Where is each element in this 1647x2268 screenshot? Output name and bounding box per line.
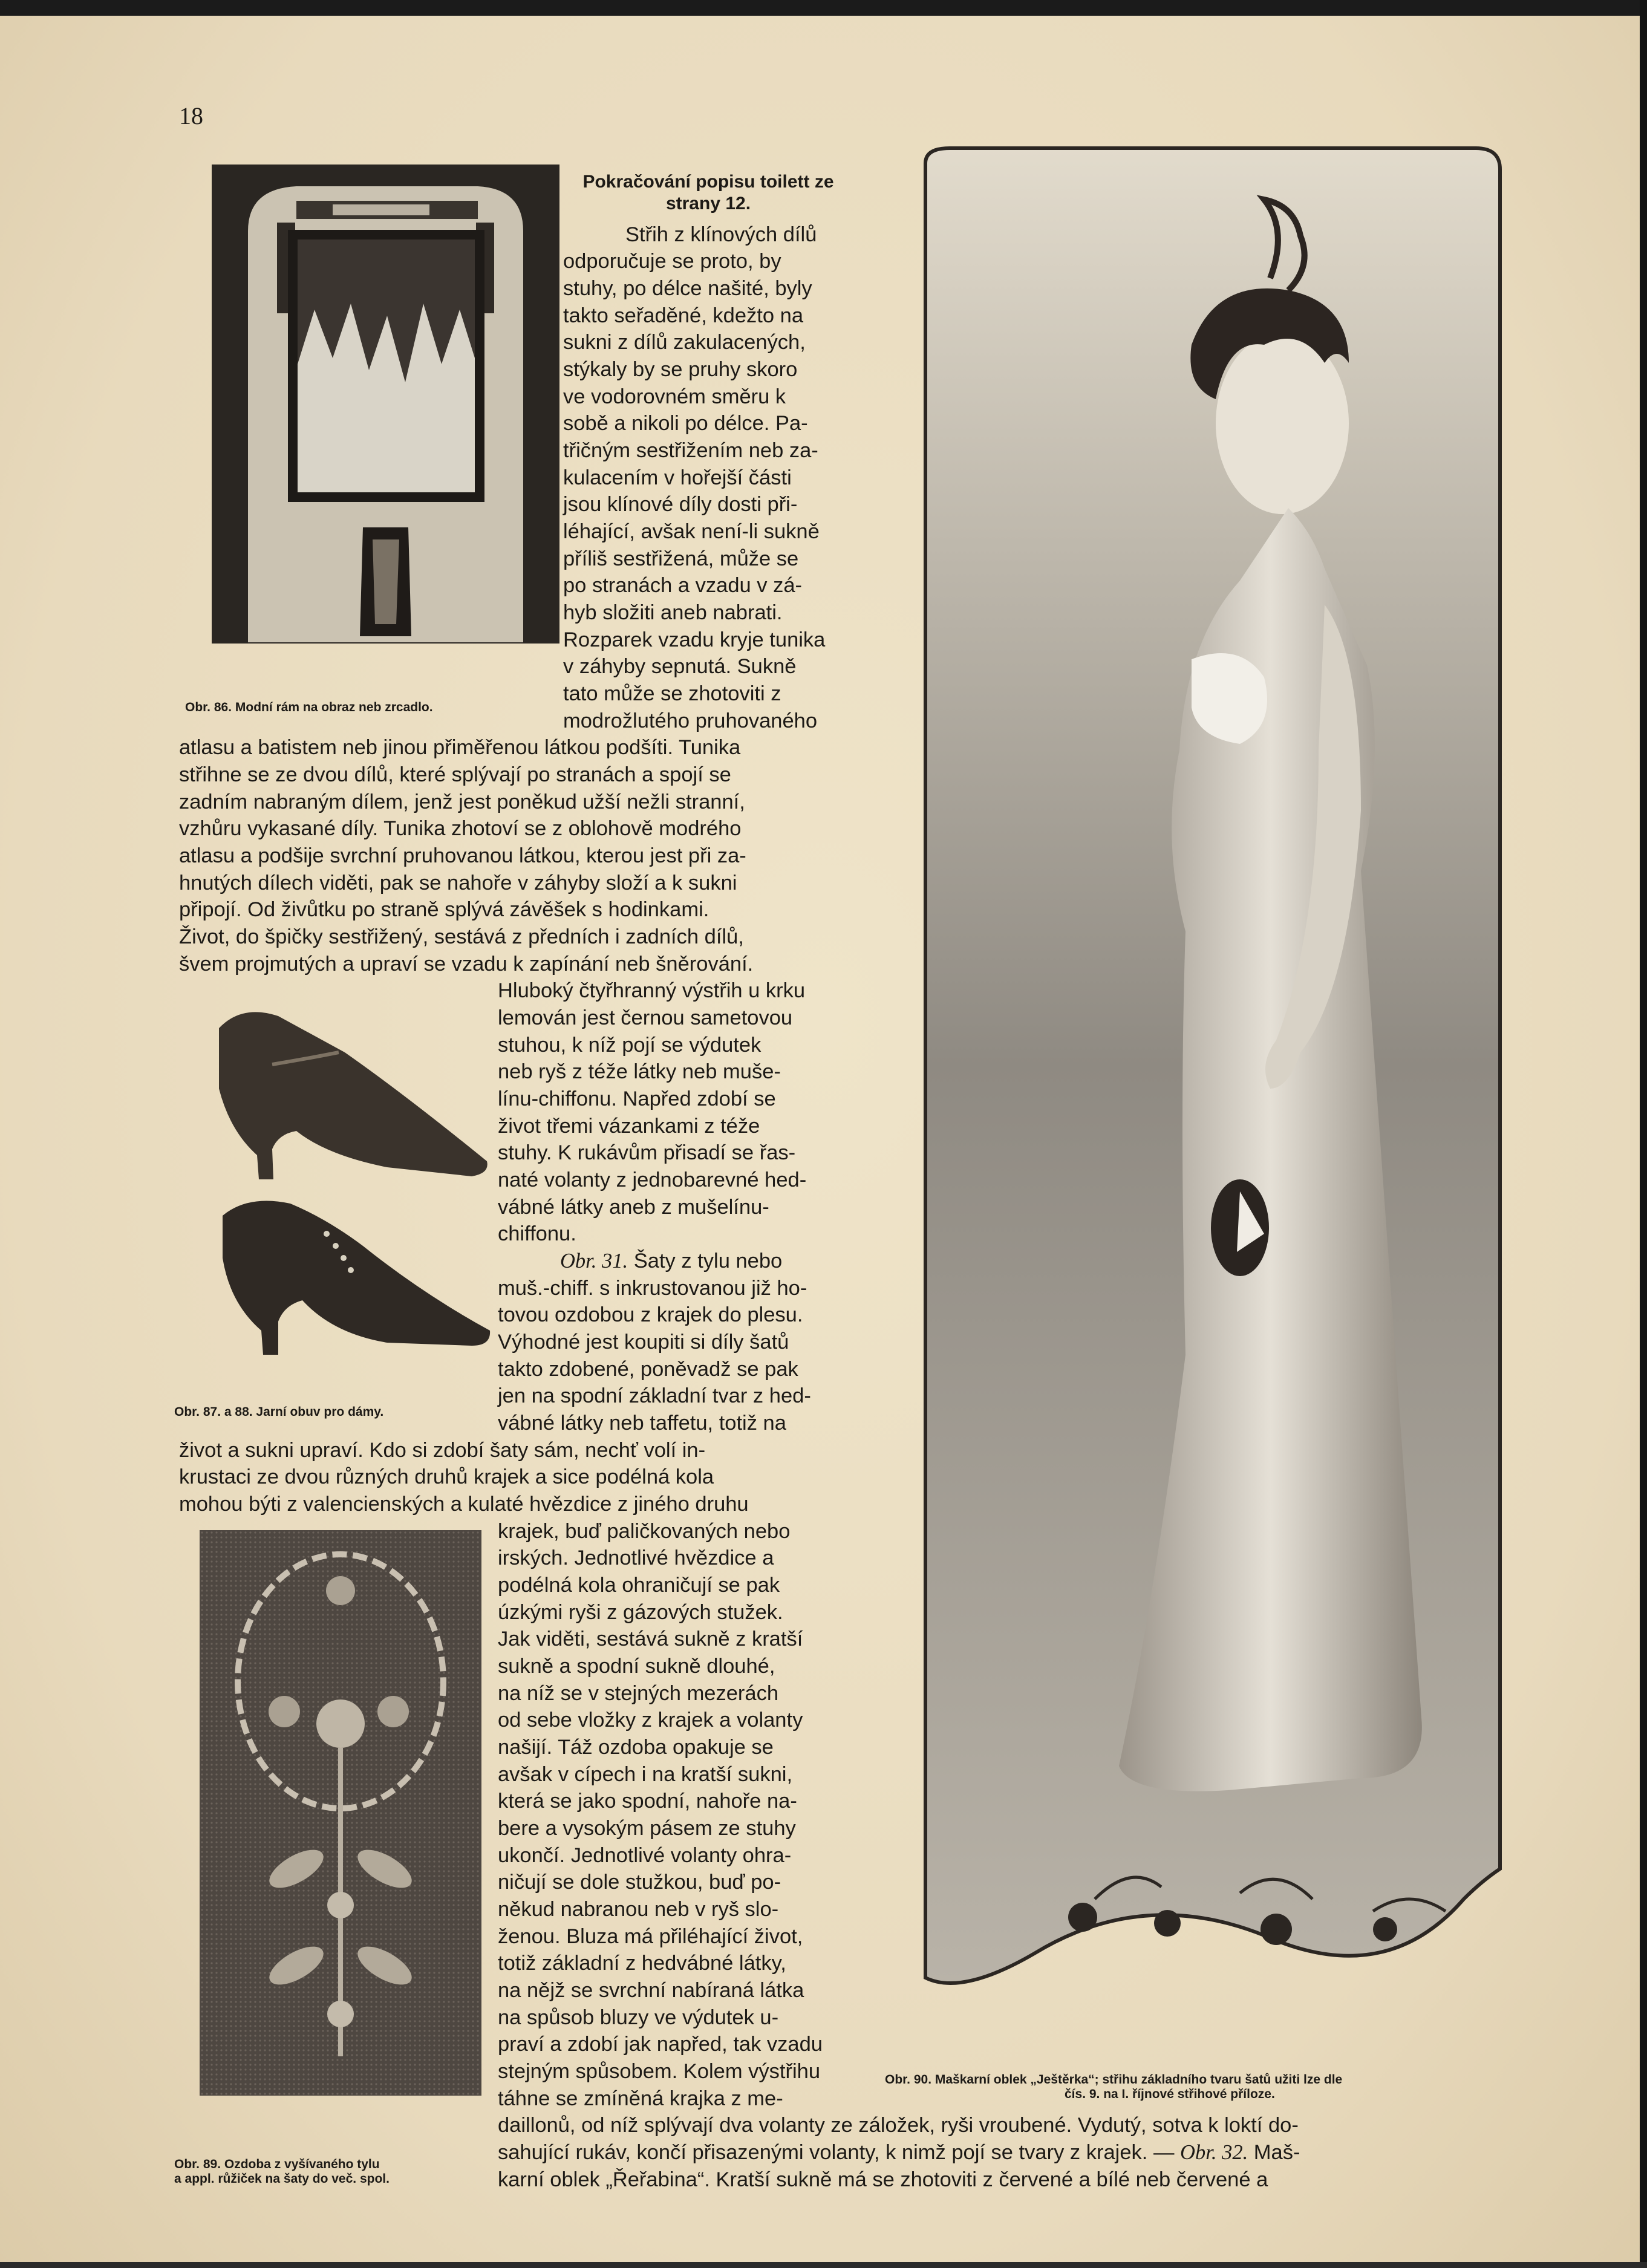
text-line: chiffonu.: [498, 1222, 576, 1245]
text-line: stejným spůsobem. Kolem výstřihu: [498, 2060, 821, 2083]
text-line: irských. Jednotlivé hvězdice a: [498, 1546, 774, 1569]
text-line: sukně a spodní sukně dlouhé,: [498, 1655, 775, 1678]
text-line: úzkými ryši z gázových stužek.: [498, 1601, 783, 1624]
text-line: od sebe vložky z krajek a volanty: [498, 1709, 803, 1732]
text-line: našijí. Táž ozdoba opakuje se: [498, 1736, 774, 1759]
text-line: Jak viděti, sestává sukně z kratší: [498, 1628, 803, 1650]
caption-fig-89-line-1: Obr. 89. Ozdoba z vyšívaného tylu: [174, 2157, 380, 2171]
text-line: v záhyby sepnutá. Sukně: [563, 655, 797, 678]
embroidery-ornament-illustration: [200, 1530, 481, 2096]
text-line: tovou ozdobou z krajek do plesu.: [498, 1303, 803, 1326]
text-line: praví a zdobí jak napřed, tak vzadu: [498, 2033, 823, 2056]
text-line: vábné látky neb taffetu, totiž na: [498, 1412, 786, 1435]
text-line: atlasu a batistem neb jinou přiměřenou látkou podšíti. Tunika: [179, 736, 741, 759]
text-line: línu-chiffonu. Napřed zdobí se: [498, 1087, 776, 1110]
section-heading-line-2: strany 12.: [665, 194, 751, 213]
text-line: zadním nabraným dílem, jenž jest poněkud užší nežli stranní,: [179, 790, 745, 813]
text-line: která se jako spodní, nahoře na-: [498, 1790, 797, 1813]
text-line-part: sahující rukáv, končí přisazenými volanty, k nimž pojí se tvary z krajek.: [498, 2141, 1148, 2164]
text-line: ženou. Bluza má přiléhající život,: [498, 1925, 803, 1948]
mirror-frame-illustration: [212, 165, 559, 644]
text-line: hyb složiti aneb nabrati.: [563, 601, 783, 624]
text-line: karní oblek „Řeřabina“. Kratší sukně má se zhotoviti z červené a bílé neb červené a: [498, 2168, 1268, 2191]
text-line-part: Maš-: [1253, 2141, 1300, 2164]
caption-fig-86: Obr. 86. Modní rám na obraz neb zrcadlo.: [185, 700, 433, 714]
scan-border-right: [1640, 0, 1647, 2268]
caption-fig-90-line-2: čís. 9. na I. říjnové střihové příloze.: [1065, 2087, 1275, 2101]
text-line: střihne se ze dvou dílů, které splývají po stranách a spojí se: [179, 763, 731, 786]
text-line: neb ryš z téže látky neb mušе-: [498, 1060, 781, 1083]
text-line: daillonů, od níž splývají dva volanty ze záložek, ryši vroubené. Vydutý, sotva k loktí do-: [498, 2114, 1299, 2137]
text-line: takto seřaděné, kdežto na: [563, 304, 804, 327]
text-line: Hluboký čtyřhranný výstřih u krku: [498, 979, 806, 1002]
text-line: jsou klínové díly dosti při-: [563, 493, 798, 516]
text-line: na spůsob bluzy ve výdutek u-: [498, 2006, 779, 2029]
text-line: odporučuje se proto, by: [563, 250, 781, 273]
text-line: stuhy. K rukávům přisadí se řas-: [498, 1141, 796, 1164]
text-line: vzhůru vykasané díly. Tunika zhotoví se z oblohově modrého: [179, 817, 742, 840]
text-line: Život, do špičky sestřižený, sestává z předních i zadních dílů,: [179, 925, 744, 948]
text-line: stýkaly by se pruhy skoro: [563, 358, 798, 381]
text-line: třičným sestřižením neb za-: [563, 439, 818, 462]
text-line: [498, 2139, 1300, 2166]
text-line: totiž základní z hedvábné látky,: [498, 1952, 786, 1975]
text-line: takto zdobené, poněvadž se pak: [498, 1358, 798, 1381]
shoes-illustration: [206, 992, 496, 1361]
text-line: léhající, avšak není-li sukně: [563, 520, 820, 543]
text-line-part: Šaty z tylu nebo: [633, 1250, 783, 1272]
text-line: lemován jest černou sametovou: [498, 1006, 793, 1029]
dash-glyph: —: [1153, 2141, 1175, 2164]
text-line: jen na spodní základní tvar z hed-: [498, 1384, 811, 1407]
text-line: muš.-chiff. s inkrustovanou již ho-: [498, 1277, 807, 1300]
text-line: kulacením v hořejší části: [563, 466, 792, 489]
text-line: švem projmutých a upraví se vzadu k zapínání neb šněrování.: [179, 953, 754, 976]
text-line: krajek, buď paličkovaných nebo: [498, 1520, 791, 1543]
text-line: vábné látky aneb z mušelínu-: [498, 1196, 769, 1219]
text-line: hnutých dílech viděti, pak se nahoře v záhyby složí a k sukni: [179, 872, 737, 894]
text-line: ničují se dole stužkou, buď po-: [498, 1871, 781, 1894]
text-line: stuhy, po délce našité, byly: [563, 277, 812, 300]
scan-border-top: [0, 0, 1647, 16]
text-line: naté volanty z jednobarevné hed-: [498, 1168, 807, 1191]
page-number: 18: [179, 102, 203, 129]
caption-fig-87-88: Obr. 87. a 88. Jarní obuv pro dámy.: [174, 1405, 384, 1419]
text-line: po stranách a vzadu v zá-: [563, 574, 803, 597]
text-line: modrožlutého pruhovaného: [563, 709, 818, 732]
text-line: Střih z klínových dílů: [625, 223, 817, 246]
text-line: [560, 1248, 782, 1275]
text-line: krustaci ze dvou různých druhů krajek a sice podélná kola: [179, 1465, 714, 1488]
text-line: někud nabranou neb v ryš slo-: [498, 1898, 779, 1921]
text-line: ve vodorovném směru k: [563, 385, 786, 408]
text-line: tato může se zhotoviti z: [563, 682, 781, 705]
text-line: na níž se v stejných mezerách: [498, 1682, 779, 1705]
text-line: Rozparek vzadu kryje tunika: [563, 628, 826, 651]
text-line: podélná kola ohraničují se pak: [498, 1574, 780, 1597]
text-line: stuhou, k níž pojí se výdutek: [498, 1034, 762, 1057]
caption-fig-89-line-2: a appl. růžiček na šaty do več. spol.: [174, 2172, 390, 2186]
figure-ref-obr-32: Obr. 32.: [1180, 2141, 1248, 2164]
costume-lizard-illustration: [901, 145, 1521, 2002]
text-line: atlasu a podšije svrchní pruhovanou látkou, kterou jest při za-: [179, 844, 746, 867]
text-line: mohou býti z valencienských a kulaté hvězdice z jiného druhu: [179, 1493, 749, 1516]
text-line: bere a vysokým pásem ze stuhy: [498, 1817, 796, 1840]
caption-fig-90-line-1: Obr. 90. Maškarní oblek „Ještěrka“; střihu základního tvaru šatů užiti lze dle: [885, 2073, 1343, 2087]
text-line: ukončí. Jednotlivé volanty ohra-: [498, 1844, 792, 1867]
text-line: avšak v cípech i na kratší sukni,: [498, 1763, 793, 1786]
text-line: příliš sestřižená, může se: [563, 547, 799, 570]
text-line: sukni z dílů zakulacených,: [563, 331, 806, 354]
text-line: život a sukni upraví. Kdo si zdobí šaty sám, nechť volí in-: [179, 1439, 706, 1462]
text-line: Výhodné jest koupiti si díly šatů: [498, 1331, 789, 1354]
scan-border-bottom: [0, 2262, 1647, 2268]
text-line: táhne se zmíněná krajka z me-: [498, 2087, 783, 2110]
text-line: na nějž se svrchní nabíraná látka: [498, 1979, 804, 2002]
figure-ref-obr-31: Obr. 31.: [560, 1250, 628, 1272]
section-heading-line-1: Pokračování popisu toilett ze: [582, 172, 834, 192]
text-line: život třemi vázankami z téže: [498, 1115, 760, 1138]
text-line: připojí. Od živůtku po straně splývá závěšek s hodinkami.: [179, 898, 709, 921]
text-line: sobě a nikoli po délce. Pa-: [563, 412, 808, 435]
